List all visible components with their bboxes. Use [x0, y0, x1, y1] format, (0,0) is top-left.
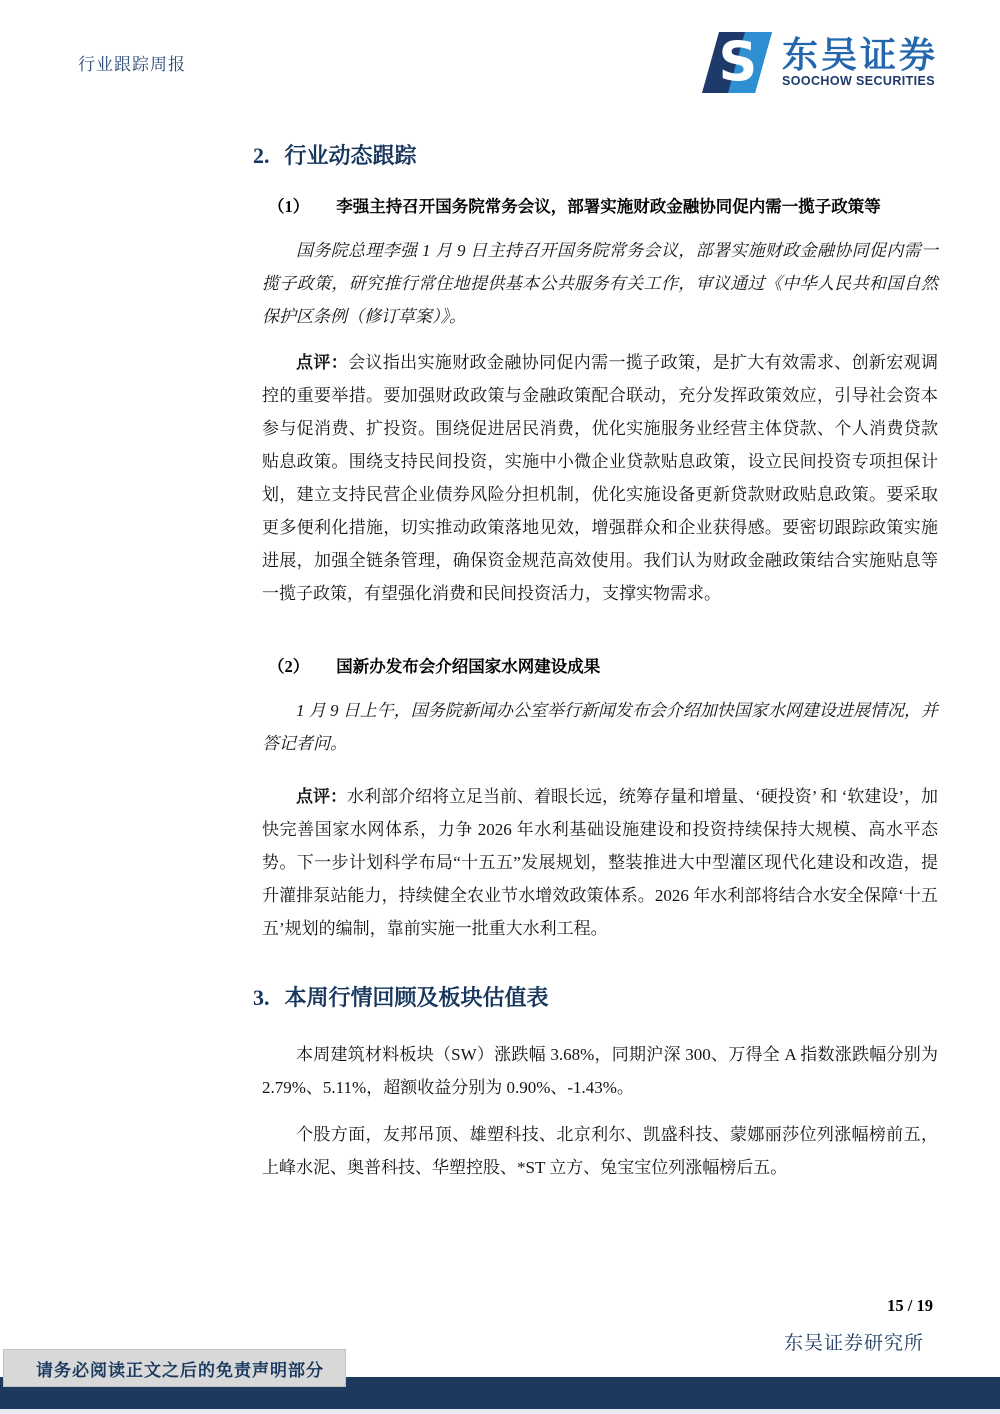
research-institute-label: 东吴证券研究所	[783, 1333, 924, 1354]
page-header	[0, 0, 1000, 96]
comment-text: 水利部介绍将立足当前、着眼长远，统筹存量和增量、‘硬投资’ 和 ‘软建设’，加快完善国家水网体系，力争 2026 年水利基础设施建设和投资持续保持大规模、高水平态势。下一步计划科学布局“十五五”发展规划，整装推进大中型灌区现代化建设和改造，提升灌排泵站能力，持续健全农业节水增效政策体系。2026 年水利部将结合水安全保障‘十五五’规划的编制，靠前实施一批重大水利工程。	[262, 787, 938, 938]
news-item-2-label: （2）	[268, 657, 310, 676]
brand-name-en: SOOCHOW SECURITIES	[781, 74, 936, 89]
section-2-number: 2.	[253, 143, 270, 168]
comment-text: 会议指出实施财政金融协同促内需一揽子政策，是扩大有效需求、创新宏观调控的重要举措。要加强财政政策与金融政策配合联动，充分发挥政策效应，引导社会资本参与促消费、扩投资。围绕促进居民消费，优化实施服务业经营主体贷款、个人消费贷款贴息政策。围绕支持民间投资，实施中小微企业贷款贴息政策，设立民间投资专项担保计划，建立支持民营企业债券风险分担机制，优化实施设备更新贷款财政贴息政策。要采取更多便利化措施，切实推动政策落地见效，增强群众和企业获得感。要密切跟踪政策实施进展，加强全链条管理，确保资金规范高效使用。我们认为财政金融政策结合实施贴息等一揽子政策，有望强化消费和民间投资活力，支撑实物需求。	[262, 353, 939, 603]
news-item-2-title: 国新办发布会介绍国家水网建设成果	[336, 657, 601, 676]
news-item-2-summary: 1 月 9 日上午，国务院新闻办公室举行新闻发布会介绍加快国家水网建设进展情况，并答记者问。	[262, 701, 938, 753]
section-3-title: 本周行情回顾及板块估值表	[284, 985, 549, 1010]
stock-movers-paragraph: 个股方面，友邦吊顶、雄塑科技、北京利尔、凯盛科技、蒙娜丽莎位列涨幅榜前五，上峰水泥、奥普科技、华塑控股、*ST 立方、兔宝宝位列涨幅榜后五。	[262, 1125, 938, 1177]
comment-label: 点评：	[296, 353, 349, 372]
brand-logo	[701, 31, 938, 94]
brand-text	[781, 33, 938, 89]
news-item-2-comment	[262, 780, 938, 945]
soochow-s-icon	[701, 31, 773, 94]
disclaimer-text: 请务必阅读正文之后的免责声明部分	[36, 1360, 324, 1380]
news-item-1-heading	[268, 195, 938, 219]
news-item-1-summary: 国务院总理李强 1 月 9 日主持召开国务院常务会议，部署实施财政金融协同促内需一揽子政策，研究推行常住地提供基本公共服务有关工作，审议通过《中华人民共和国自然保护区条例（修订草案）》。	[262, 241, 938, 326]
footer-bottom-strip	[0, 1409, 1000, 1414]
news-item-1-label: （1）	[268, 197, 310, 216]
page-number: 15 / 19	[887, 1296, 933, 1315]
market-review-paragraph: 本周建筑材料板块（SW）涨跌幅 3.68%，同期沪深 300、万得全 A 指数涨跌幅分别为 2.79%、5.11%，超额收益分别为 0.90%、-1.43%。	[262, 1045, 938, 1097]
brand-name-cn: 东吴证券	[781, 33, 938, 75]
news-item-2-heading	[268, 655, 938, 679]
section-2-title: 行业动态跟踪	[284, 143, 417, 168]
comment-label: 点评：	[296, 787, 348, 806]
section-3-heading	[253, 983, 938, 1013]
svg-text:S: S	[718, 30, 758, 93]
section-2-heading	[253, 141, 938, 171]
section-3-number: 3.	[253, 985, 270, 1010]
news-item-1-comment	[262, 346, 938, 610]
disclaimer-box	[3, 1349, 346, 1387]
news-item-1-title: 李强主持召开国务院常务会议，部署实施财政金融协同促内需一揽子政策等	[336, 197, 881, 216]
report-body	[253, 141, 938, 1184]
report-type-label: 行业跟踪周报	[78, 54, 186, 74]
